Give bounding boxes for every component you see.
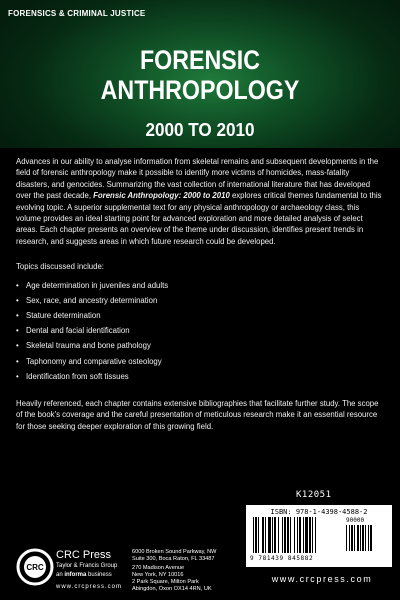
publisher-group: Taylor & Francis Group bbox=[56, 563, 118, 569]
list-item: • Dental and facial identification bbox=[16, 323, 384, 338]
addon-barcode-icon bbox=[346, 525, 386, 555]
book-subtitle: 2000 TO 2010 bbox=[145, 120, 255, 140]
bullet-icon: • bbox=[16, 356, 19, 366]
bullet-icon: • bbox=[16, 295, 19, 305]
closing-paragraph: Heavily referenced, each chapter contains extensive bibliographies that facilitate further study. The scope of the book's coverage and the careful presentation of meticulous research make it an essential resource for those seeking deeper exploration of this growing field. bbox=[16, 399, 379, 431]
bullet-icon: • bbox=[16, 311, 19, 321]
list-item: • Taphonomy and comparative osteology bbox=[16, 354, 384, 369]
back-cover-copy bbox=[16, 156, 384, 432]
topics-heading: Topics discussed include: bbox=[16, 262, 104, 272]
cover-header bbox=[0, 0, 400, 148]
list-item: • Skeletal trauma and bone pathology bbox=[16, 338, 384, 353]
bullet-icon: • bbox=[16, 326, 19, 336]
barcode-block bbox=[246, 505, 392, 567]
website-link[interactable]: www.crcpress.com bbox=[271, 574, 373, 584]
publisher-name: CRC Press bbox=[56, 549, 112, 561]
book-title-line2: ANTHROPOLOGY bbox=[100, 75, 300, 105]
publisher-address: 2 Park Square, Milton Park Abingdon, Oxon OX14 4RN, UK bbox=[132, 579, 212, 592]
bullet-icon: • bbox=[16, 280, 19, 290]
list-item: • Sex, race, and ancestry determination bbox=[16, 293, 384, 308]
price-code: 90000 bbox=[346, 517, 365, 524]
crc-logo-text: CRC bbox=[26, 563, 44, 572]
isbn-label: ISBN: 978-1-4398-4588-2 bbox=[270, 508, 368, 516]
product-code: K12051 bbox=[296, 490, 332, 500]
publisher-website[interactable]: www.crcpress.com bbox=[56, 584, 123, 590]
list-item: • Age determination in juveniles and adults bbox=[16, 278, 384, 293]
bullet-icon: • bbox=[16, 341, 19, 351]
bullet-icon: • bbox=[16, 371, 19, 381]
series-label: FORENSICS & CRIMINAL JUSTICE bbox=[8, 9, 146, 18]
publisher-address: 6000 Broken Sound Parkway, NW Suite 300, Boca Raton, FL 33487 bbox=[132, 549, 217, 562]
description-text: Advances in our ability to analyse information from skeletal remains and subsequent developments in the field of forensic anthropology make it possible to identify more victims of homicides, mass-fatality disasters, and genocides. Summarizing the vast collection of international literature that has developed over the past decade, bbox=[16, 157, 379, 201]
description-paragraph bbox=[16, 156, 384, 247]
crc-logo-icon bbox=[16, 548, 54, 586]
book-title-emphasis: Forensic Anthropology: 2000 to 2010 bbox=[93, 191, 230, 201]
publisher-address: 270 Madison Avenue New York, NY 10016 bbox=[132, 565, 185, 578]
list-item: • Identification from soft tissues bbox=[16, 369, 384, 384]
ean-digits: 9 781439 845882 bbox=[250, 555, 314, 562]
topics-list bbox=[16, 278, 384, 384]
list-item: • Stature determination bbox=[16, 308, 384, 323]
book-title-line1: FORENSIC bbox=[140, 45, 260, 75]
barcode-icon bbox=[253, 517, 343, 555]
description-text-continued: explores critical themes fundamental to this evolving topic. A superior supplemental text for any physical anthropology or archaeology class, this volume provides an ideal starting point for advanced exploration and more detailed analysis of select areas. Each chapter presents an overview of the theme under discussion, identifies present trends in research, and suggests areas in which future research could be developed. bbox=[16, 191, 382, 246]
publisher-business: an informa business bbox=[56, 572, 112, 578]
